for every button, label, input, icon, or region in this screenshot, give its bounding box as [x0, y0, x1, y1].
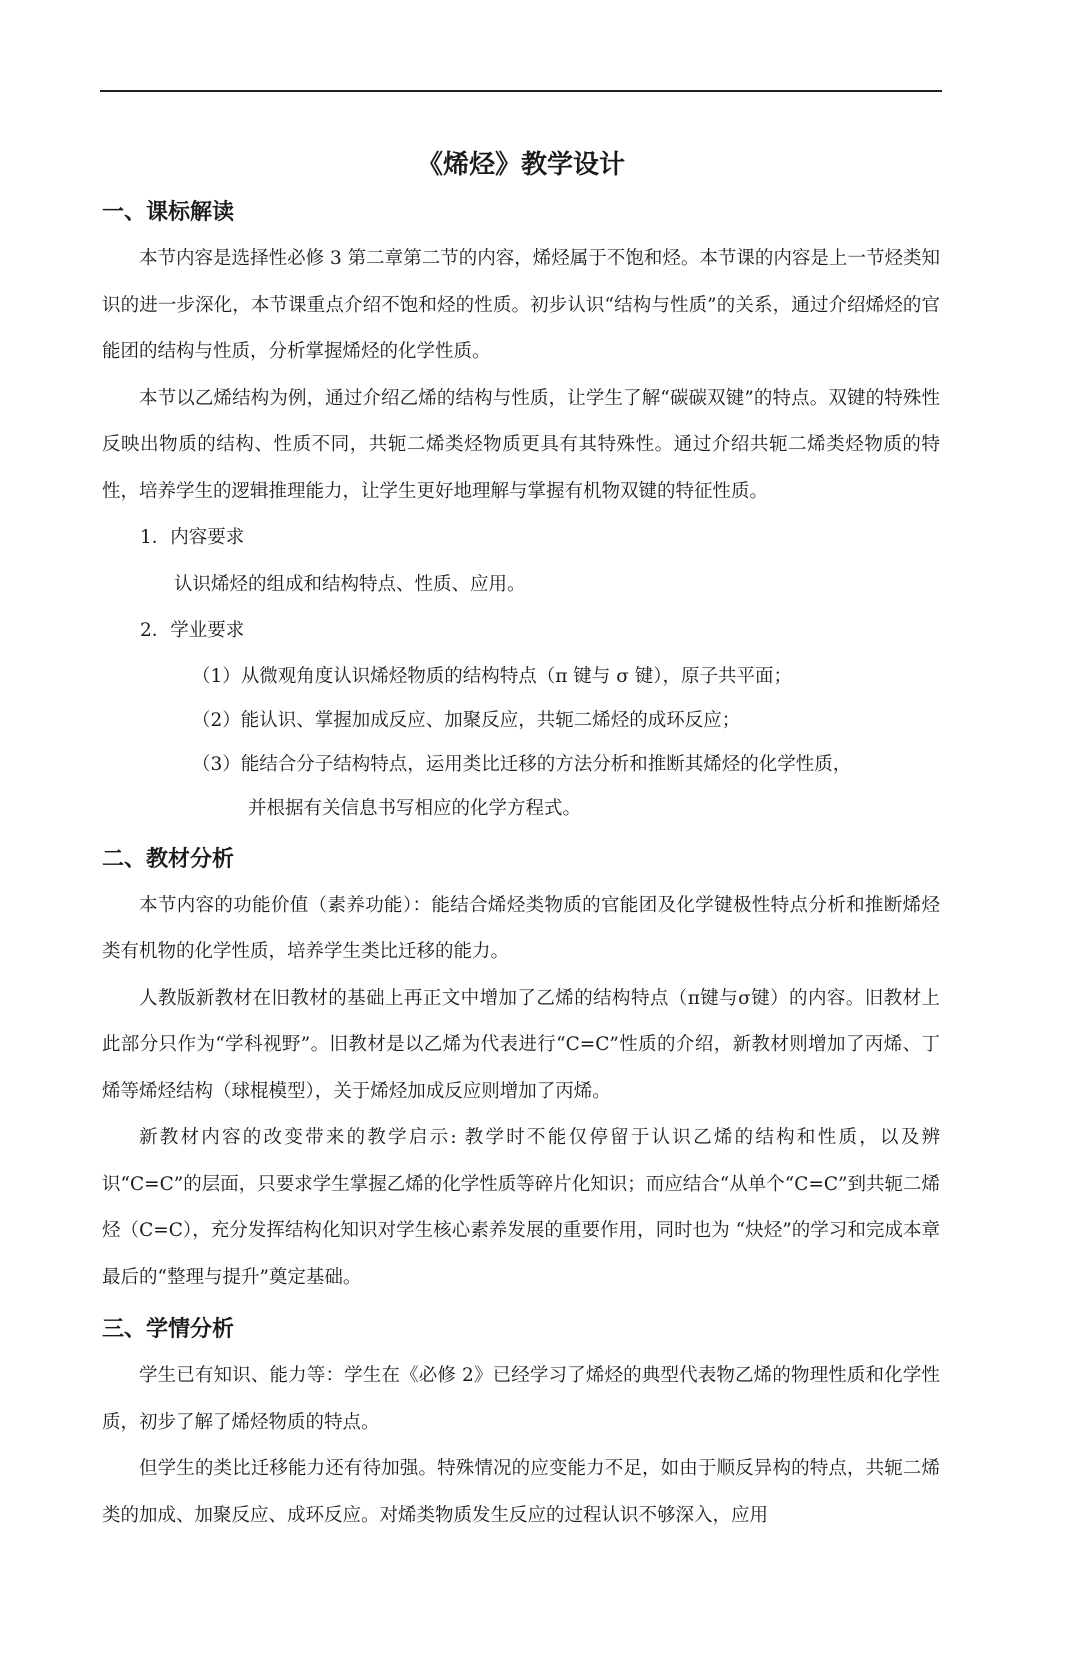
subheading-academic-req: 2．学业要求 — [140, 620, 245, 641]
paragraph: 本节以乙烯结构为例，通过介绍乙烯的结构与性质，让学生了解“碳碳双键”的特点。双键的特殊性反映出物质的结构、性质不同，共轭二烯类烃物质更具有其特殊性。通过介绍共轭二烯类烃物质的特性，培养学生的逻辑推理能力，让学生更好地理解与掌握有机物双键的特征性质。 — [102, 387, 940, 502]
document-body — [102, 140, 940, 1539]
list-item: （3）能结合分子结构特点，运用类比迁移的方法分析和推断其烯烃的化学性质， — [192, 753, 852, 775]
section-textbook-analysis — [102, 837, 940, 1302]
list-item: （1）从微观角度认识烯烃物质的结构特点（π 键与 σ 键），原子共平面； — [192, 665, 792, 687]
section-curriculum — [102, 190, 940, 831]
paragraph: 本节内容是选择性必修 3 第二章第二节的内容，烯烃属于不饱和烃。本节课的内容是上一节烃类知识的进一步深化，本节课重点介绍不饱和烃的性质。初步认识“结构与性质”的关系，通过介绍烯烃的官能团的结构与性质，分析掌握烯烃的化学性质。 — [102, 248, 940, 362]
paragraph: 人教版新教材在旧教材的基础上再正文中增加了乙烯的结构特点（π键与σ键）的内容。旧教材上此部分只作为“学科视野”。旧教材是以乙烯为代表进行“C=C”性质的介绍，新教材则增加了丙烯、丁烯等烯烃结构（球棍模型），关于烯烃加成反应则增加了丙烯。 — [102, 987, 940, 1102]
paragraph: 本节内容的功能价值（素养功能）：能结合烯烃类物质的官能团及化学键极性特点分析和推断烯烃类有机物的化学性质，培养学生类比迁移的能力。 — [102, 894, 940, 962]
section-heading: 一、课标解读 — [102, 200, 235, 225]
paragraph: 但学生的类比迁移能力还有待加强。特殊情况的应变能力不足，如由于顺反异构的特点，共轭二烯类的加成、加聚反应、成环反应。对烯类物质发生反应的过程认识不够深入，应用 — [102, 1458, 940, 1526]
list-item-continuation: 并根据有关信息书写相应的化学方程式。 — [248, 797, 582, 819]
subheading-content-req: 1．内容要求 — [140, 527, 245, 548]
paragraph: 新教材内容的改变带来的教学启示: 教学时不能仅停留于认识乙烯的结构和性质，以及辨识“C=C”的层面，只要求学生掌握乙烯的化学性质等碎片化知识；而应结合“从单个“C=C”到共轭二烯烃（C=C），充分发挥结构化知识对学生核心素养发展的重要作用，同时也为 “炔烃”的学习和完成本章最后的“整理与提升”奠定基础。 — [102, 1127, 940, 1288]
content-req-body: 认识烯烃的组成和结构特点、性质、应用。 — [174, 573, 526, 595]
section-student-analysis — [102, 1307, 940, 1539]
header-rule — [100, 90, 942, 92]
page-title: 《烯烃》教学设计 — [416, 150, 625, 180]
list-item: （2）能认识、掌握加成反应、加聚反应，共轭二烯烃的成环反应； — [192, 709, 741, 731]
section-heading: 二、教材分析 — [102, 846, 235, 872]
section-heading: 三、学情分析 — [102, 1317, 235, 1342]
paragraph: 学生已有知识、能力等：学生在《必修 2》已经学习了烯烃的典型代表物乙烯的物理性质和化学性质，初步了解了烯烃物质的特点。 — [102, 1365, 940, 1433]
